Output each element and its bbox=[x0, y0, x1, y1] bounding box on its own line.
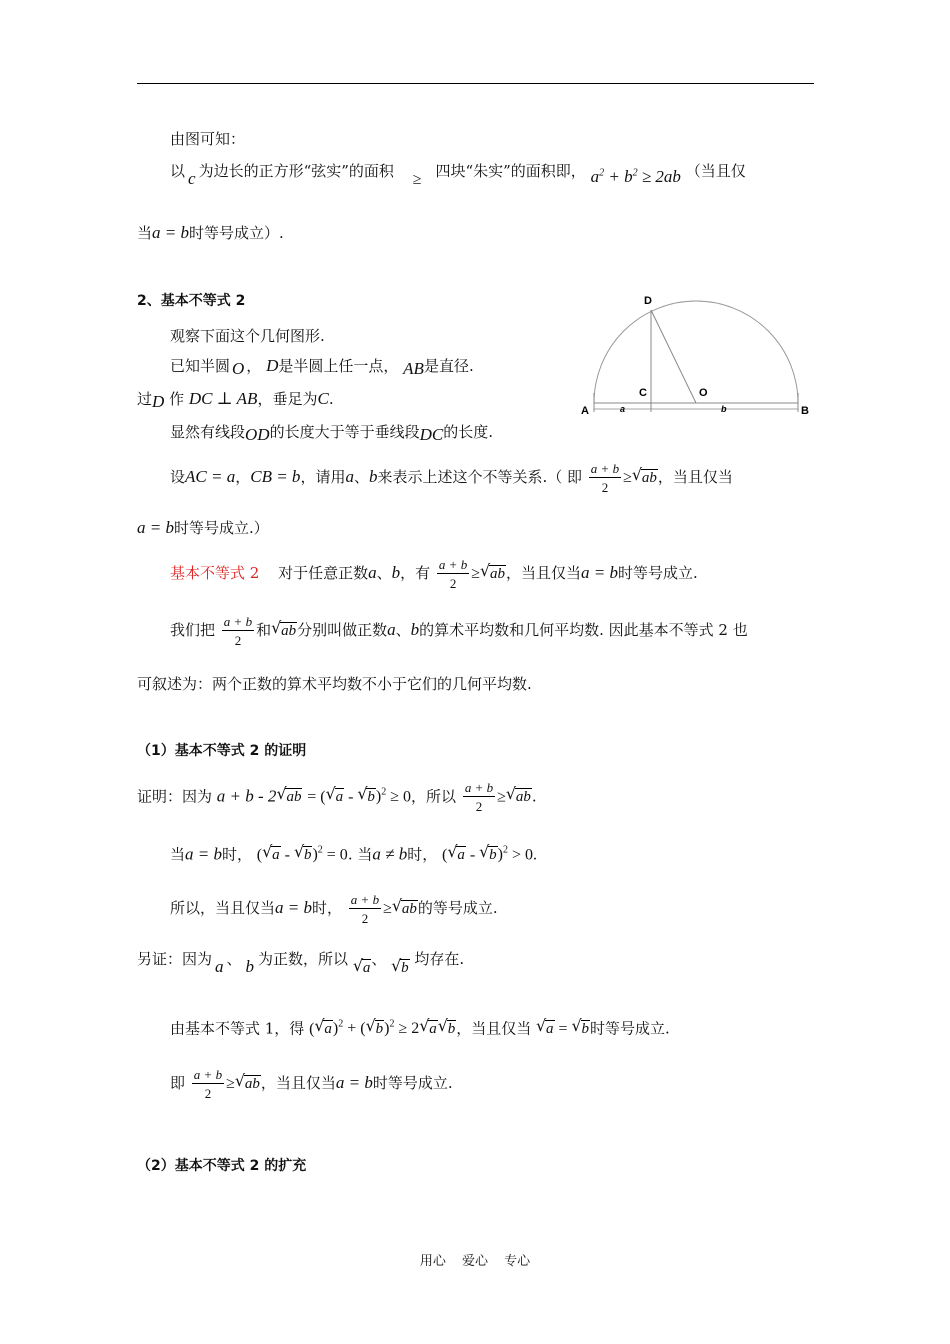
semicircle-arc bbox=[594, 301, 798, 403]
text: 由基本不等式 1，得 bbox=[170, 1019, 305, 1038]
sqrt-ab: √ ab bbox=[480, 553, 506, 594]
text: ，当且仅当 bbox=[657, 468, 733, 486]
text: ，所以 bbox=[411, 787, 457, 806]
segment-od bbox=[651, 310, 696, 403]
text: 时， bbox=[222, 845, 253, 864]
text: 时， bbox=[407, 845, 438, 864]
point-label-c: C bbox=[639, 387, 647, 399]
math-var: D bbox=[152, 392, 165, 411]
sqrt-b: √ b bbox=[366, 1013, 385, 1044]
subsection-heading: （2）基本不等式 2 的扩充 bbox=[137, 1158, 307, 1174]
text: 为正数，所以 bbox=[258, 950, 349, 968]
math-symbol: ≥ bbox=[471, 565, 480, 582]
text: 另证：因为 bbox=[137, 950, 213, 968]
text: 四块“朱实”的面积即， bbox=[435, 162, 586, 180]
text: 观察下面这个几何图形. bbox=[170, 327, 325, 345]
text-line: 由基本不等式 1，得 (√ a)$^2$ + (√ b)$^2$ ≥ 2√ a√ b，当且仅当 √ a = √ b时等号成立. bbox=[170, 1010, 670, 1044]
text: 来表示上述这个不等关系.（ 即 bbox=[377, 468, 583, 486]
segment-label-b: b bbox=[721, 404, 727, 414]
subsection-heading: （1）基本不等式 2 的证明 bbox=[137, 743, 307, 759]
text: 当 bbox=[170, 845, 186, 864]
text: 和 bbox=[256, 621, 272, 639]
math-var: D bbox=[266, 356, 279, 375]
text: 、 bbox=[371, 950, 387, 968]
sqrt-a: √ a bbox=[419, 1013, 438, 1044]
sqrt-b: √ b bbox=[391, 958, 410, 977]
sqrt-ab: √ ab bbox=[392, 888, 418, 929]
sqrt-b: √ b bbox=[294, 837, 313, 872]
math-expression: DC ⊥ AB bbox=[188, 389, 258, 408]
text-line bbox=[170, 128, 245, 149]
text: 、 bbox=[395, 621, 411, 639]
text: . bbox=[531, 787, 537, 806]
math-var: c bbox=[188, 169, 196, 188]
text: 设 bbox=[170, 468, 186, 486]
text: 显然有线段 bbox=[170, 423, 246, 441]
text: 作 bbox=[169, 390, 185, 408]
text: ， bbox=[235, 468, 251, 486]
math-symbol: ≥ bbox=[412, 171, 422, 188]
text: 均存在. bbox=[414, 950, 465, 968]
sqrt-ab: √ ab bbox=[506, 776, 532, 817]
text: 时等号成立. bbox=[372, 1074, 453, 1092]
text: 是半圆上任一点， bbox=[278, 357, 399, 375]
math-expression: $a^2 + b^2 \ge 2ab$ bbox=[590, 167, 681, 186]
sqrt-b: √ b bbox=[438, 1013, 457, 1044]
sqrt-b: √ b bbox=[479, 837, 498, 872]
sqrt-ab: √ ab bbox=[276, 776, 302, 817]
sqrt-b: √ b bbox=[357, 776, 376, 817]
fraction: $\frac{a + b}{2}$ bbox=[350, 892, 380, 926]
text-line bbox=[170, 421, 493, 442]
text-line bbox=[170, 1063, 453, 1104]
math-expression: a = b bbox=[275, 898, 312, 917]
text-line bbox=[137, 517, 269, 538]
page-footer: 用心 爱心 专心 bbox=[419, 1254, 531, 1269]
text-line bbox=[137, 948, 465, 976]
text: 已知半圆 bbox=[170, 357, 231, 375]
text-line bbox=[170, 160, 746, 188]
math-var: b bbox=[391, 563, 401, 582]
text: ，垂足为 bbox=[257, 390, 318, 408]
math-var: C bbox=[317, 389, 329, 408]
semicircle-diagram bbox=[578, 290, 814, 420]
text: ， bbox=[246, 357, 262, 375]
text: 即 bbox=[170, 1074, 186, 1092]
sqrt-ab: √ ab bbox=[632, 457, 658, 498]
math-number: 0 bbox=[403, 788, 412, 806]
sqrt-a: √ a bbox=[314, 1013, 333, 1044]
text-line bbox=[170, 610, 748, 651]
math-var: b bbox=[368, 467, 378, 486]
sqrt-ab: √ ab bbox=[271, 610, 297, 651]
theorem-line bbox=[170, 553, 698, 594]
text-line bbox=[170, 888, 498, 929]
theorem-label: 基本不等式 2 bbox=[170, 564, 260, 582]
math-expression: a = b bbox=[185, 844, 222, 864]
text: 的算术平均数和几何平均数. 因此基本不等式 2 也 bbox=[419, 621, 748, 639]
fraction: $\frac{a + b}{2}$ bbox=[590, 461, 620, 495]
math-symbol: ≥ bbox=[497, 788, 506, 806]
text: 可叙述为：两个正数的算术平均数不小于它们的几何平均数. bbox=[137, 675, 532, 693]
point-label-a: A bbox=[581, 405, 589, 417]
text-line bbox=[170, 325, 325, 346]
math-expression: = 0 bbox=[326, 846, 348, 864]
math-symbol: ≥ bbox=[226, 1075, 235, 1092]
text-line bbox=[137, 222, 284, 243]
fraction: $\frac{a + b}{2}$ bbox=[223, 614, 253, 648]
fraction: $\frac{a + b}{2}$ bbox=[193, 1067, 223, 1101]
section-heading: 2、基本不等式 2 bbox=[137, 293, 246, 309]
text: 的等号成立. bbox=[417, 899, 498, 917]
text: 为边长的正方形“弦实”的面积 bbox=[198, 162, 394, 180]
sqrt-ab: √ ab bbox=[235, 1063, 261, 1104]
math-var: OD bbox=[245, 425, 270, 444]
text: 时等号成立. bbox=[590, 1019, 670, 1038]
text: 、 bbox=[376, 564, 392, 582]
text: ，当且仅当 bbox=[456, 1019, 532, 1038]
text-line bbox=[137, 388, 334, 409]
math-var: b bbox=[245, 957, 255, 976]
math-var: b bbox=[410, 620, 420, 639]
math-expression: > 0 bbox=[511, 846, 534, 864]
text: 时等号成立）. bbox=[189, 224, 284, 242]
text: 、 bbox=[353, 468, 369, 486]
text: 证明：因为 bbox=[137, 787, 213, 806]
math-expression: a ≠ b bbox=[372, 844, 408, 864]
sqrt-a: √ a bbox=[326, 776, 345, 817]
sqrt-b: √ b bbox=[572, 1013, 591, 1044]
text-line: 当a = b时， (√ a - √ b)$^2$ = 0. 当a ≠ b时， (√ a - √ b)$^2$ > 0. bbox=[170, 834, 537, 872]
fraction: $\frac{a + b}{2}$ bbox=[438, 557, 468, 591]
text-line: 证明：因为 a + b - 2√ ab = (√ a - √ b)$^2$ ≥ 0，所以 $\frac{a + b}{2}$ ≥√ ab. bbox=[137, 773, 537, 817]
sqrt-a: √ a bbox=[353, 958, 372, 977]
text: 当 bbox=[137, 224, 153, 242]
math-expression: a = b bbox=[137, 518, 174, 537]
text: 时等号成立.） bbox=[173, 519, 269, 537]
math-expression: a = b bbox=[581, 563, 618, 582]
text: 我们把 bbox=[170, 621, 216, 639]
text: ，有 bbox=[400, 564, 431, 582]
text: 的长度大于等于垂线段 bbox=[269, 423, 420, 441]
text: （当且仅 bbox=[685, 162, 746, 180]
text: ，当且仅当 bbox=[260, 1074, 336, 1092]
text: ，当且仅当 bbox=[505, 564, 581, 582]
math-var: AB bbox=[403, 359, 424, 378]
math-expression: a = b bbox=[152, 223, 189, 242]
math-var: DC bbox=[419, 425, 444, 444]
sqrt-a: √ a bbox=[447, 837, 466, 872]
text: . bbox=[328, 390, 334, 408]
sqrt-a: √ a bbox=[262, 837, 281, 872]
text: ，请用 bbox=[300, 468, 346, 486]
text-line bbox=[137, 673, 532, 694]
point-label-b: B bbox=[801, 405, 809, 417]
math-expression: CB = b bbox=[250, 467, 301, 486]
math-expression: a + b - 2 bbox=[216, 786, 277, 806]
text: 对于任意正数 bbox=[278, 564, 369, 582]
point-label-o: O bbox=[699, 387, 708, 399]
text-line bbox=[170, 355, 474, 376]
math-var: a bbox=[368, 563, 377, 582]
math-expression: AC = a bbox=[185, 467, 236, 486]
text: 分别叫做正数 bbox=[297, 621, 388, 639]
text: 以 bbox=[170, 162, 186, 180]
text: 过 bbox=[137, 390, 153, 408]
math-var: a bbox=[215, 957, 224, 976]
math-symbol: ≥ bbox=[623, 469, 632, 486]
text: 的长度. bbox=[443, 423, 493, 441]
text: 时等号成立. bbox=[617, 564, 698, 582]
text-line bbox=[170, 457, 733, 498]
math-var: a bbox=[345, 467, 354, 486]
text: 、 bbox=[226, 950, 242, 968]
math-symbol: ≥ bbox=[383, 900, 392, 917]
math-var: a bbox=[387, 620, 396, 639]
text: 所以，当且仅当 bbox=[170, 899, 276, 917]
text: 时， bbox=[312, 899, 343, 917]
math-var: O bbox=[232, 359, 245, 378]
math-expression: a = b bbox=[335, 1073, 373, 1092]
text: 由图可知： bbox=[170, 130, 246, 148]
sqrt-a: √ a bbox=[536, 1013, 555, 1044]
header-rule bbox=[137, 83, 814, 84]
text: . 当 bbox=[347, 845, 373, 864]
fraction: $\frac{a + b}{2}$ bbox=[464, 780, 494, 815]
segment-label-a: a bbox=[620, 404, 626, 414]
text: 是直径. bbox=[423, 357, 474, 375]
point-label-d: D bbox=[644, 295, 652, 307]
